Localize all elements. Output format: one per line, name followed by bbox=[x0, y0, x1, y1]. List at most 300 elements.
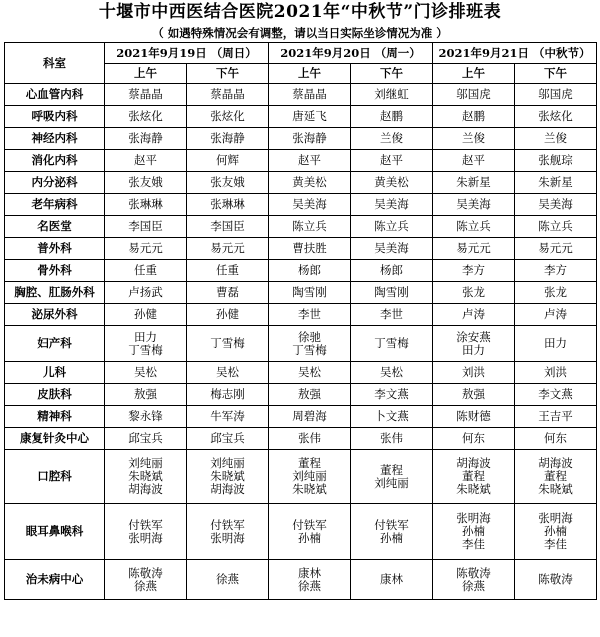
shift-cell bbox=[515, 150, 597, 172]
table-row bbox=[5, 362, 597, 384]
shift-cell bbox=[105, 260, 187, 282]
shift-cell bbox=[105, 128, 187, 150]
doctor-name: 任重 bbox=[216, 263, 239, 277]
department-name: 眼耳鼻喉科 bbox=[5, 504, 105, 560]
shift-cell bbox=[269, 194, 351, 216]
doctor-name: 李国臣 bbox=[128, 219, 163, 233]
department-name: 内分泌科 bbox=[5, 172, 105, 194]
shift-cell bbox=[433, 384, 515, 406]
shift-cell bbox=[433, 406, 515, 428]
doctor-name: 易元元 bbox=[538, 241, 573, 255]
doctor-name: 康林 bbox=[298, 565, 322, 580]
shift-cell bbox=[515, 238, 597, 260]
doctor-name: 付铁军 bbox=[374, 517, 409, 532]
doctor-name: 张海静 bbox=[292, 131, 327, 145]
shift-cell bbox=[351, 362, 433, 384]
shift-cell bbox=[351, 260, 433, 282]
shift-cell bbox=[187, 560, 269, 600]
doctor-name: 涂安燕 bbox=[456, 329, 491, 344]
department-name: 治未病中心 bbox=[5, 560, 105, 600]
doctor-name: 何东 bbox=[462, 431, 486, 445]
doctor-name: 丁雪梅 bbox=[210, 336, 245, 350]
shift-cell bbox=[105, 450, 187, 504]
doctor-name: 敖强 bbox=[134, 387, 157, 401]
doctor-name: 张琳琳 bbox=[210, 197, 245, 211]
doctor-name: 徐燕 bbox=[216, 572, 239, 586]
doctor-name: 蔡晶晶 bbox=[210, 87, 245, 101]
doctor-name: 李佳 bbox=[544, 537, 568, 551]
shift-cell bbox=[351, 560, 433, 600]
department-name: 口腔科 bbox=[5, 450, 105, 504]
doctor-name: 孙楠 bbox=[462, 524, 486, 538]
adjustment-note: （ 如遇特殊情况会有调整，请以当日实际坐诊情况为准 ） bbox=[152, 26, 448, 40]
doctor-name: 任重 bbox=[134, 263, 157, 277]
shift-cell bbox=[351, 238, 433, 260]
doctor-name: 吴美海 bbox=[538, 197, 573, 211]
shift-cell bbox=[269, 304, 351, 326]
department-name: 名医堂 bbox=[5, 216, 105, 238]
doctor-name: 陈敬涛 bbox=[128, 565, 163, 580]
shift-cell bbox=[351, 84, 433, 106]
doctor-name: 吴美海 bbox=[292, 197, 327, 211]
shift-cell bbox=[187, 384, 269, 406]
shift-cell bbox=[351, 172, 433, 194]
table-row bbox=[5, 282, 597, 304]
table-row bbox=[5, 216, 597, 238]
doctor-name: 何东 bbox=[544, 431, 568, 445]
doctor-name: 朱晓斌 bbox=[128, 469, 163, 483]
shift-cell bbox=[187, 406, 269, 428]
shift-cell bbox=[433, 560, 515, 600]
doctor-name: 李世 bbox=[380, 307, 404, 321]
doctor-name: 孙楠 bbox=[298, 530, 322, 545]
doctor-name: 吴松 bbox=[216, 365, 239, 379]
doctor-name: 陈立兵 bbox=[538, 219, 573, 233]
shift-cell bbox=[515, 194, 597, 216]
doctor-name: 何辉 bbox=[216, 153, 239, 167]
doctor-name: 朱晓斌 bbox=[456, 482, 491, 496]
shift-cell bbox=[269, 282, 351, 304]
doctor-name: 张伟 bbox=[298, 431, 322, 445]
doctor-name: 刘继虹 bbox=[374, 87, 409, 101]
doctor-name: 董程 bbox=[298, 456, 322, 470]
shift-cell bbox=[433, 282, 515, 304]
shift-cell bbox=[351, 504, 433, 560]
doctor-name: 李方 bbox=[544, 263, 568, 277]
doctor-name: 卢涛 bbox=[462, 307, 486, 321]
table-row bbox=[5, 326, 597, 362]
doctor-name: 赵平 bbox=[134, 153, 157, 167]
shift-cell bbox=[269, 216, 351, 238]
doctor-name: 吴美海 bbox=[456, 197, 491, 211]
doctor-name: 卜文燕 bbox=[374, 409, 409, 423]
shift-cell bbox=[269, 128, 351, 150]
doctor-name: 蔡晶晶 bbox=[292, 87, 327, 101]
doctor-name: 孙楠 bbox=[544, 524, 568, 538]
doctor-name: 刘洪 bbox=[462, 365, 486, 379]
shift-cell bbox=[105, 406, 187, 428]
doctor-name: 董程 bbox=[380, 462, 404, 477]
shift-cell bbox=[269, 428, 351, 450]
table-row bbox=[5, 428, 597, 450]
doctor-name: 胡海波 bbox=[456, 456, 491, 470]
shift-cell bbox=[351, 216, 433, 238]
shift-cell bbox=[433, 428, 515, 450]
doctor-name: 兰俊 bbox=[544, 131, 568, 145]
shift-cell bbox=[515, 428, 597, 450]
shift-cell bbox=[515, 172, 597, 194]
table-row bbox=[5, 560, 597, 600]
table-row bbox=[5, 194, 597, 216]
doctor-name: 陈财德 bbox=[456, 409, 491, 423]
doctor-name: 刘纯丽 bbox=[210, 456, 245, 470]
department-name: 泌尿外科 bbox=[5, 304, 105, 326]
shift-cell bbox=[105, 216, 187, 238]
shift-cell bbox=[351, 150, 433, 172]
shift-cell bbox=[515, 260, 597, 282]
doctor-name: 张琳琳 bbox=[128, 197, 163, 211]
doctor-name: 张海静 bbox=[210, 131, 245, 145]
doctor-name: 丁雪梅 bbox=[292, 342, 327, 357]
shift-cell bbox=[515, 450, 597, 504]
shift-cell bbox=[433, 194, 515, 216]
doctor-name: 丁雪梅 bbox=[374, 336, 409, 350]
doctor-name: 董程 bbox=[462, 469, 486, 483]
doctor-name: 张舰琮 bbox=[538, 153, 573, 167]
shift-cell bbox=[187, 84, 269, 106]
doctor-name: 梅志刚 bbox=[210, 387, 245, 401]
doctor-name: 朱新星 bbox=[456, 175, 491, 189]
table-row bbox=[5, 150, 597, 172]
doctor-name: 黎永锋 bbox=[128, 409, 163, 423]
shift-cell bbox=[515, 84, 597, 106]
table-row bbox=[5, 238, 597, 260]
page-title: 十堰市中西医结合医院2021年“中秋节”门诊排班表 bbox=[98, 2, 502, 22]
doctor-name: 曹扶胜 bbox=[292, 241, 327, 255]
shift-cell bbox=[187, 128, 269, 150]
doctor-name: 黄美松 bbox=[374, 175, 409, 189]
shift-cell bbox=[433, 504, 515, 560]
doctor-name: 兰俊 bbox=[380, 131, 404, 145]
department-name: 骨外科 bbox=[5, 260, 105, 282]
shift-cell bbox=[515, 406, 597, 428]
shift-cell bbox=[187, 326, 269, 362]
department-name: 普外科 bbox=[5, 238, 105, 260]
doctor-name: 李文燕 bbox=[538, 387, 573, 401]
doctor-name: 吴松 bbox=[298, 365, 322, 379]
doctor-name: 易元元 bbox=[456, 241, 491, 255]
shift-cell bbox=[105, 282, 187, 304]
shift-cell bbox=[187, 238, 269, 260]
table-row bbox=[5, 406, 597, 428]
table-row bbox=[5, 84, 597, 106]
doctor-name: 徐燕 bbox=[462, 578, 486, 593]
doctor-name: 杨郎 bbox=[380, 263, 404, 277]
doctor-name: 张龙 bbox=[544, 285, 568, 299]
doctor-name: 徐驰 bbox=[298, 329, 322, 344]
shift-cell bbox=[515, 282, 597, 304]
doctor-name: 李国臣 bbox=[210, 219, 245, 233]
doctor-name: 李文燕 bbox=[374, 387, 409, 401]
doctor-name: 董程 bbox=[544, 469, 568, 483]
shift-cell bbox=[187, 504, 269, 560]
doctor-name: 吴松 bbox=[380, 365, 404, 379]
doctor-name: 敖强 bbox=[462, 387, 486, 401]
shift-cell bbox=[187, 282, 269, 304]
doctor-name: 刘纯丽 bbox=[128, 456, 163, 470]
doctor-name: 张伟 bbox=[380, 431, 404, 445]
doctor-name: 张炫化 bbox=[210, 109, 245, 123]
doctor-name: 陈立兵 bbox=[374, 219, 409, 233]
shift-cell bbox=[187, 450, 269, 504]
shift-cell bbox=[433, 450, 515, 504]
shift-cell bbox=[269, 362, 351, 384]
doctor-name: 易元元 bbox=[128, 241, 163, 255]
doctor-name: 周碧海 bbox=[292, 409, 327, 423]
doctor-name: 刘洪 bbox=[544, 365, 568, 379]
doctor-name: 李方 bbox=[462, 263, 486, 277]
doctor-name: 赵平 bbox=[380, 153, 404, 167]
shift-cell bbox=[187, 106, 269, 128]
date-header-day1: 2021年9月19日 （周日） bbox=[105, 43, 269, 64]
shift-cell bbox=[105, 384, 187, 406]
doctor-name: 张炫化 bbox=[538, 109, 573, 123]
doctor-name: 卢扬武 bbox=[128, 285, 163, 299]
shift-cell bbox=[269, 172, 351, 194]
doctor-name: 田力 bbox=[134, 329, 157, 344]
doctor-name: 陶雪刚 bbox=[374, 285, 409, 299]
doctor-name: 邬国虎 bbox=[538, 87, 573, 101]
table-row bbox=[5, 128, 597, 150]
schedule-table bbox=[4, 42, 597, 600]
shift-cell bbox=[105, 304, 187, 326]
shift-cell bbox=[515, 326, 597, 362]
doctor-name: 唐延飞 bbox=[292, 109, 327, 123]
doctor-name: 张友娥 bbox=[210, 175, 245, 189]
doctor-name: 田力 bbox=[544, 336, 568, 350]
shift-cell bbox=[351, 194, 433, 216]
doctor-name: 丁雪梅 bbox=[128, 342, 163, 357]
shift-cell bbox=[269, 560, 351, 600]
doctor-name: 赵平 bbox=[462, 153, 486, 167]
doctor-name: 孙健 bbox=[216, 307, 239, 321]
table-row bbox=[5, 450, 597, 504]
shift-cell bbox=[105, 150, 187, 172]
doctor-name: 赵鹏 bbox=[380, 109, 404, 123]
doctor-name: 陈敬涛 bbox=[456, 565, 491, 580]
shift-cell bbox=[515, 106, 597, 128]
department-name: 老年病科 bbox=[5, 194, 105, 216]
shift-cell bbox=[351, 304, 433, 326]
shift-cell bbox=[269, 238, 351, 260]
shift-cell bbox=[269, 150, 351, 172]
shift-cell bbox=[105, 172, 187, 194]
shift-cell bbox=[187, 216, 269, 238]
half-header-am: 上午 bbox=[269, 64, 351, 84]
doctor-name: 胡海波 bbox=[128, 482, 163, 496]
shift-cell bbox=[105, 238, 187, 260]
shift-cell bbox=[269, 406, 351, 428]
doctor-name: 张明海 bbox=[456, 511, 491, 525]
doctor-name: 田力 bbox=[462, 342, 486, 357]
doctor-name: 蔡晶晶 bbox=[128, 87, 163, 101]
shift-cell bbox=[433, 260, 515, 282]
shift-cell bbox=[433, 106, 515, 128]
shift-cell bbox=[269, 84, 351, 106]
doctor-name: 陶雪刚 bbox=[292, 285, 327, 299]
department-name: 康复针灸中心 bbox=[5, 428, 105, 450]
department-name: 心血管内科 bbox=[5, 84, 105, 106]
date-header-day3: 2021年9月21日 （中秋节） bbox=[433, 43, 597, 64]
shift-cell bbox=[351, 128, 433, 150]
shift-cell bbox=[433, 150, 515, 172]
shift-cell bbox=[105, 362, 187, 384]
shift-cell bbox=[351, 384, 433, 406]
table-row bbox=[5, 304, 597, 326]
doctor-name: 牛军涛 bbox=[210, 409, 245, 423]
department-name: 皮肤科 bbox=[5, 384, 105, 406]
shift-cell bbox=[105, 106, 187, 128]
shift-cell bbox=[515, 384, 597, 406]
half-header-pm: 下午 bbox=[515, 64, 597, 84]
half-header-pm: 下午 bbox=[351, 64, 433, 84]
doctor-name: 吴美海 bbox=[374, 241, 409, 255]
doctor-name: 刘纯丽 bbox=[292, 469, 327, 483]
shift-cell bbox=[187, 260, 269, 282]
doctor-name: 朱新星 bbox=[538, 175, 573, 189]
shift-cell bbox=[515, 128, 597, 150]
department-name: 儿科 bbox=[5, 362, 105, 384]
doctor-name: 陈立兵 bbox=[456, 219, 491, 233]
shift-cell bbox=[187, 428, 269, 450]
doctor-name: 徐燕 bbox=[134, 578, 157, 593]
shift-cell bbox=[105, 504, 187, 560]
doctor-name: 张明海 bbox=[128, 530, 163, 545]
shift-cell bbox=[351, 428, 433, 450]
department-name: 胸腔、肛肠外科 bbox=[5, 282, 105, 304]
shift-cell bbox=[269, 504, 351, 560]
shift-cell bbox=[269, 450, 351, 504]
department-name: 呼吸内科 bbox=[5, 106, 105, 128]
doctor-name: 张龙 bbox=[462, 285, 486, 299]
half-header-am: 上午 bbox=[433, 64, 515, 84]
date-header-row bbox=[5, 43, 597, 64]
date-header-day2: 2021年9月20日 （周一） bbox=[269, 43, 433, 64]
department-name: 神经内科 bbox=[5, 128, 105, 150]
doctor-name: 李佳 bbox=[462, 537, 486, 551]
shift-cell bbox=[433, 84, 515, 106]
doctor-name: 孙楠 bbox=[380, 530, 404, 545]
doctor-name: 张友娥 bbox=[128, 175, 163, 189]
doctor-name: 赵平 bbox=[298, 153, 322, 167]
doctor-name: 陈敬涛 bbox=[538, 572, 573, 586]
shift-cell bbox=[433, 238, 515, 260]
shift-cell bbox=[105, 84, 187, 106]
doctor-name: 卢涛 bbox=[544, 307, 568, 321]
shift-cell bbox=[433, 326, 515, 362]
shift-cell bbox=[515, 362, 597, 384]
shift-cell bbox=[351, 282, 433, 304]
department-name: 妇产科 bbox=[5, 326, 105, 362]
shift-cell bbox=[269, 326, 351, 362]
shift-cell bbox=[105, 194, 187, 216]
doctor-name: 胡海波 bbox=[538, 456, 573, 470]
doctor-name: 孙健 bbox=[134, 307, 157, 321]
table-row bbox=[5, 260, 597, 282]
doctor-name: 易元元 bbox=[210, 241, 245, 255]
shift-cell bbox=[187, 194, 269, 216]
shift-cell bbox=[351, 326, 433, 362]
shift-cell bbox=[515, 560, 597, 600]
shift-cell bbox=[105, 428, 187, 450]
doctor-name: 朱晓斌 bbox=[538, 482, 573, 496]
doctor-name: 王吉平 bbox=[538, 409, 573, 423]
doctor-name: 付铁军 bbox=[292, 517, 327, 532]
doctor-name: 康林 bbox=[380, 572, 404, 586]
shift-cell bbox=[433, 128, 515, 150]
shift-cell bbox=[269, 106, 351, 128]
half-header-am: 上午 bbox=[105, 64, 187, 84]
doctor-name: 曹磊 bbox=[216, 285, 239, 299]
corner-label: 科室 bbox=[5, 43, 105, 84]
doctor-name: 赵鹏 bbox=[462, 109, 486, 123]
doctor-name: 兰俊 bbox=[462, 131, 486, 145]
department-name: 精神科 bbox=[5, 406, 105, 428]
shift-cell bbox=[351, 450, 433, 504]
doctor-name: 黄美松 bbox=[292, 175, 327, 189]
table-row bbox=[5, 106, 597, 128]
shift-cell bbox=[515, 504, 597, 560]
department-name: 消化内科 bbox=[5, 150, 105, 172]
half-header-pm: 下午 bbox=[187, 64, 269, 84]
doctor-name: 付铁军 bbox=[210, 517, 245, 532]
doctor-name: 吴美海 bbox=[374, 197, 409, 211]
shift-cell bbox=[515, 216, 597, 238]
table-row bbox=[5, 384, 597, 406]
doctor-name: 张明海 bbox=[210, 530, 245, 545]
shift-cell bbox=[351, 406, 433, 428]
shift-cell bbox=[187, 362, 269, 384]
doctor-name: 张炫化 bbox=[128, 109, 163, 123]
doctor-name: 敖强 bbox=[298, 387, 322, 401]
shift-cell bbox=[187, 150, 269, 172]
doctor-name: 张海静 bbox=[128, 131, 163, 145]
shift-cell bbox=[269, 260, 351, 282]
shift-cell bbox=[269, 384, 351, 406]
doctor-name: 胡海波 bbox=[210, 482, 245, 496]
doctor-name: 朱晓斌 bbox=[210, 469, 245, 483]
table-row bbox=[5, 504, 597, 560]
doctor-name: 李世 bbox=[298, 307, 322, 321]
table-row bbox=[5, 172, 597, 194]
shift-cell bbox=[105, 326, 187, 362]
doctor-name: 吴松 bbox=[134, 365, 157, 379]
shift-cell bbox=[433, 172, 515, 194]
doctor-name: 邱宝兵 bbox=[210, 431, 245, 445]
doctor-name: 杨郎 bbox=[298, 263, 322, 277]
shift-cell bbox=[105, 560, 187, 600]
shift-cell bbox=[187, 172, 269, 194]
shift-cell bbox=[515, 304, 597, 326]
doctor-name: 徐燕 bbox=[298, 578, 322, 593]
shift-cell bbox=[433, 304, 515, 326]
doctor-name: 刘纯丽 bbox=[374, 475, 409, 490]
shift-cell bbox=[187, 304, 269, 326]
shift-cell bbox=[433, 362, 515, 384]
doctor-name: 陈立兵 bbox=[292, 219, 327, 233]
doctor-name: 邱宝兵 bbox=[128, 431, 163, 445]
doctor-name: 付铁军 bbox=[128, 517, 163, 532]
